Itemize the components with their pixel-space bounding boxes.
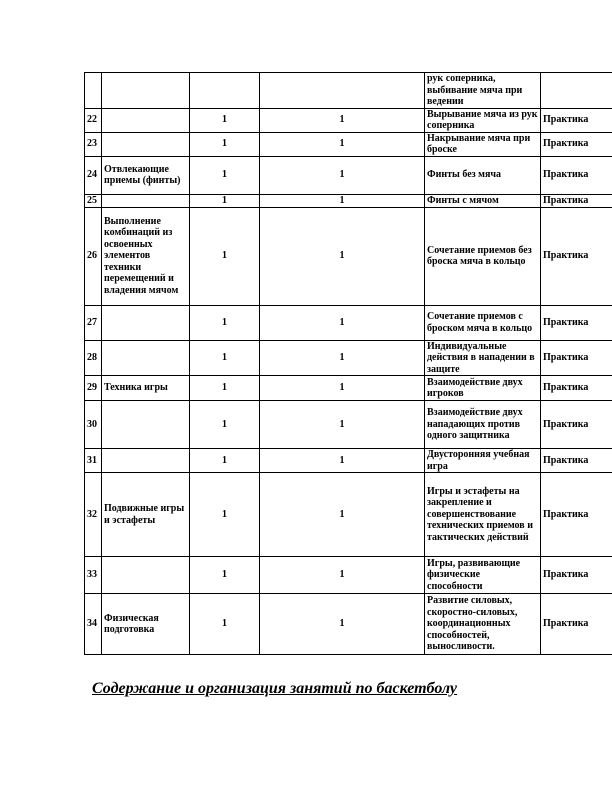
- row-number: 24: [85, 156, 102, 194]
- hours-cell: 1: [190, 376, 260, 401]
- topic-cell: [102, 194, 190, 207]
- row-number: 22: [85, 108, 102, 132]
- practice-hours-cell: 1: [260, 449, 425, 473]
- practice-hours-cell: 1: [260, 473, 425, 557]
- practice-hours-cell: 1: [260, 108, 425, 132]
- table-row: [85, 305, 612, 340]
- form-cell: Практика: [541, 449, 612, 473]
- hours-cell: 1: [190, 194, 260, 207]
- topic-cell: [102, 108, 190, 132]
- table-row: [85, 73, 612, 109]
- form-cell: Практика: [541, 132, 612, 156]
- hours-cell: 1: [190, 557, 260, 594]
- content-cell: Финты без мяча: [425, 156, 541, 194]
- content-cell: Развитие силовых, скоростно-силовых, координационных способностей, выносливости.: [425, 594, 541, 655]
- row-number: [85, 73, 102, 109]
- row-number: 29: [85, 376, 102, 401]
- practice-hours-cell: 1: [260, 340, 425, 376]
- topic-cell: [102, 132, 190, 156]
- row-number: 33: [85, 557, 102, 594]
- content-cell: Двусторонняя учебная игра: [425, 449, 541, 473]
- topic-cell: [102, 449, 190, 473]
- hours-cell: 1: [190, 108, 260, 132]
- topic-cell: Подвижные игры и эстафеты: [102, 473, 190, 557]
- hours-cell: 1: [190, 594, 260, 655]
- table-row: [85, 376, 612, 401]
- table-row: [85, 557, 612, 594]
- row-number: 28: [85, 340, 102, 376]
- hours-cell: 1: [190, 401, 260, 449]
- content-cell: Взаимодействие двух игроков: [425, 376, 541, 401]
- table-row: [85, 108, 612, 132]
- content-cell: Сочетание приемов без броска мяча в кольцо: [425, 207, 541, 305]
- row-number: 25: [85, 194, 102, 207]
- row-number: 27: [85, 305, 102, 340]
- content-cell: Сочетание приемов с броском мяча в кольцо: [425, 305, 541, 340]
- form-cell: Практика: [541, 340, 612, 376]
- hours-cell: 1: [190, 305, 260, 340]
- content-cell: Индивидуальные действия в нападении в защите: [425, 340, 541, 376]
- topic-cell: Выполнение комбинаций из освоенных элементов техники перемещений и владения мячом: [102, 207, 190, 305]
- form-cell: Практика: [541, 473, 612, 557]
- hours-cell: [190, 73, 260, 109]
- program-table: [84, 72, 612, 655]
- table-row: [85, 207, 612, 305]
- form-cell: Практика: [541, 401, 612, 449]
- table-row: [85, 194, 612, 207]
- practice-hours-cell: 1: [260, 207, 425, 305]
- hours-cell: 1: [190, 449, 260, 473]
- topic-cell: Отвлекающие приемы (финты): [102, 156, 190, 194]
- form-cell: Практика: [541, 305, 612, 340]
- practice-hours-cell: 1: [260, 194, 425, 207]
- topic-cell: [102, 305, 190, 340]
- practice-hours-cell: 1: [260, 305, 425, 340]
- hours-cell: 1: [190, 340, 260, 376]
- practice-hours-cell: 1: [260, 376, 425, 401]
- table-row: [85, 132, 612, 156]
- practice-hours-cell: 1: [260, 401, 425, 449]
- form-cell: Практика: [541, 207, 612, 305]
- hours-cell: 1: [190, 132, 260, 156]
- topic-cell: Техника игры: [102, 376, 190, 401]
- table-row: [85, 156, 612, 194]
- form-cell: Практика: [541, 376, 612, 401]
- topic-cell: [102, 340, 190, 376]
- content-cell: Игры, развивающие физические способности: [425, 557, 541, 594]
- form-cell: [541, 73, 612, 109]
- table-row: [85, 401, 612, 449]
- table-row: [85, 340, 612, 376]
- table-row: [85, 594, 612, 655]
- section-title: Содержание и организация занятий по баскетболу: [92, 680, 458, 697]
- content-cell: Вырывание мяча из рук соперника: [425, 108, 541, 132]
- row-number: 32: [85, 473, 102, 557]
- hours-cell: 1: [190, 207, 260, 305]
- topic-cell: [102, 73, 190, 109]
- practice-hours-cell: 1: [260, 557, 425, 594]
- hours-cell: 1: [190, 156, 260, 194]
- form-cell: Практика: [541, 557, 612, 594]
- topic-cell: Физическая подготовка: [102, 594, 190, 655]
- content-cell: Финты с мячом: [425, 194, 541, 207]
- hours-cell: 1: [190, 473, 260, 557]
- table-row: [85, 449, 612, 473]
- row-number: 31: [85, 449, 102, 473]
- practice-hours-cell: 1: [260, 132, 425, 156]
- practice-hours-cell: 1: [260, 156, 425, 194]
- row-number: 34: [85, 594, 102, 655]
- practice-hours-cell: 1: [260, 594, 425, 655]
- content-cell: Игры и эстафеты на закрепление и совершенствование технических приемов и тактических действий: [425, 473, 541, 557]
- content-cell: Накрывание мяча при броске: [425, 132, 541, 156]
- form-cell: Практика: [541, 594, 612, 655]
- row-number: 26: [85, 207, 102, 305]
- row-number: 30: [85, 401, 102, 449]
- content-cell: Взаимодействие двух нападающих против одного защитника: [425, 401, 541, 449]
- topic-cell: [102, 401, 190, 449]
- topic-cell: [102, 557, 190, 594]
- table-row: [85, 473, 612, 557]
- form-cell: Практика: [541, 194, 612, 207]
- form-cell: Практика: [541, 108, 612, 132]
- row-number: 23: [85, 132, 102, 156]
- content-cell: рук соперника, выбивание мяча при ведении: [425, 73, 541, 109]
- practice-hours-cell: [260, 73, 425, 109]
- form-cell: Практика: [541, 156, 612, 194]
